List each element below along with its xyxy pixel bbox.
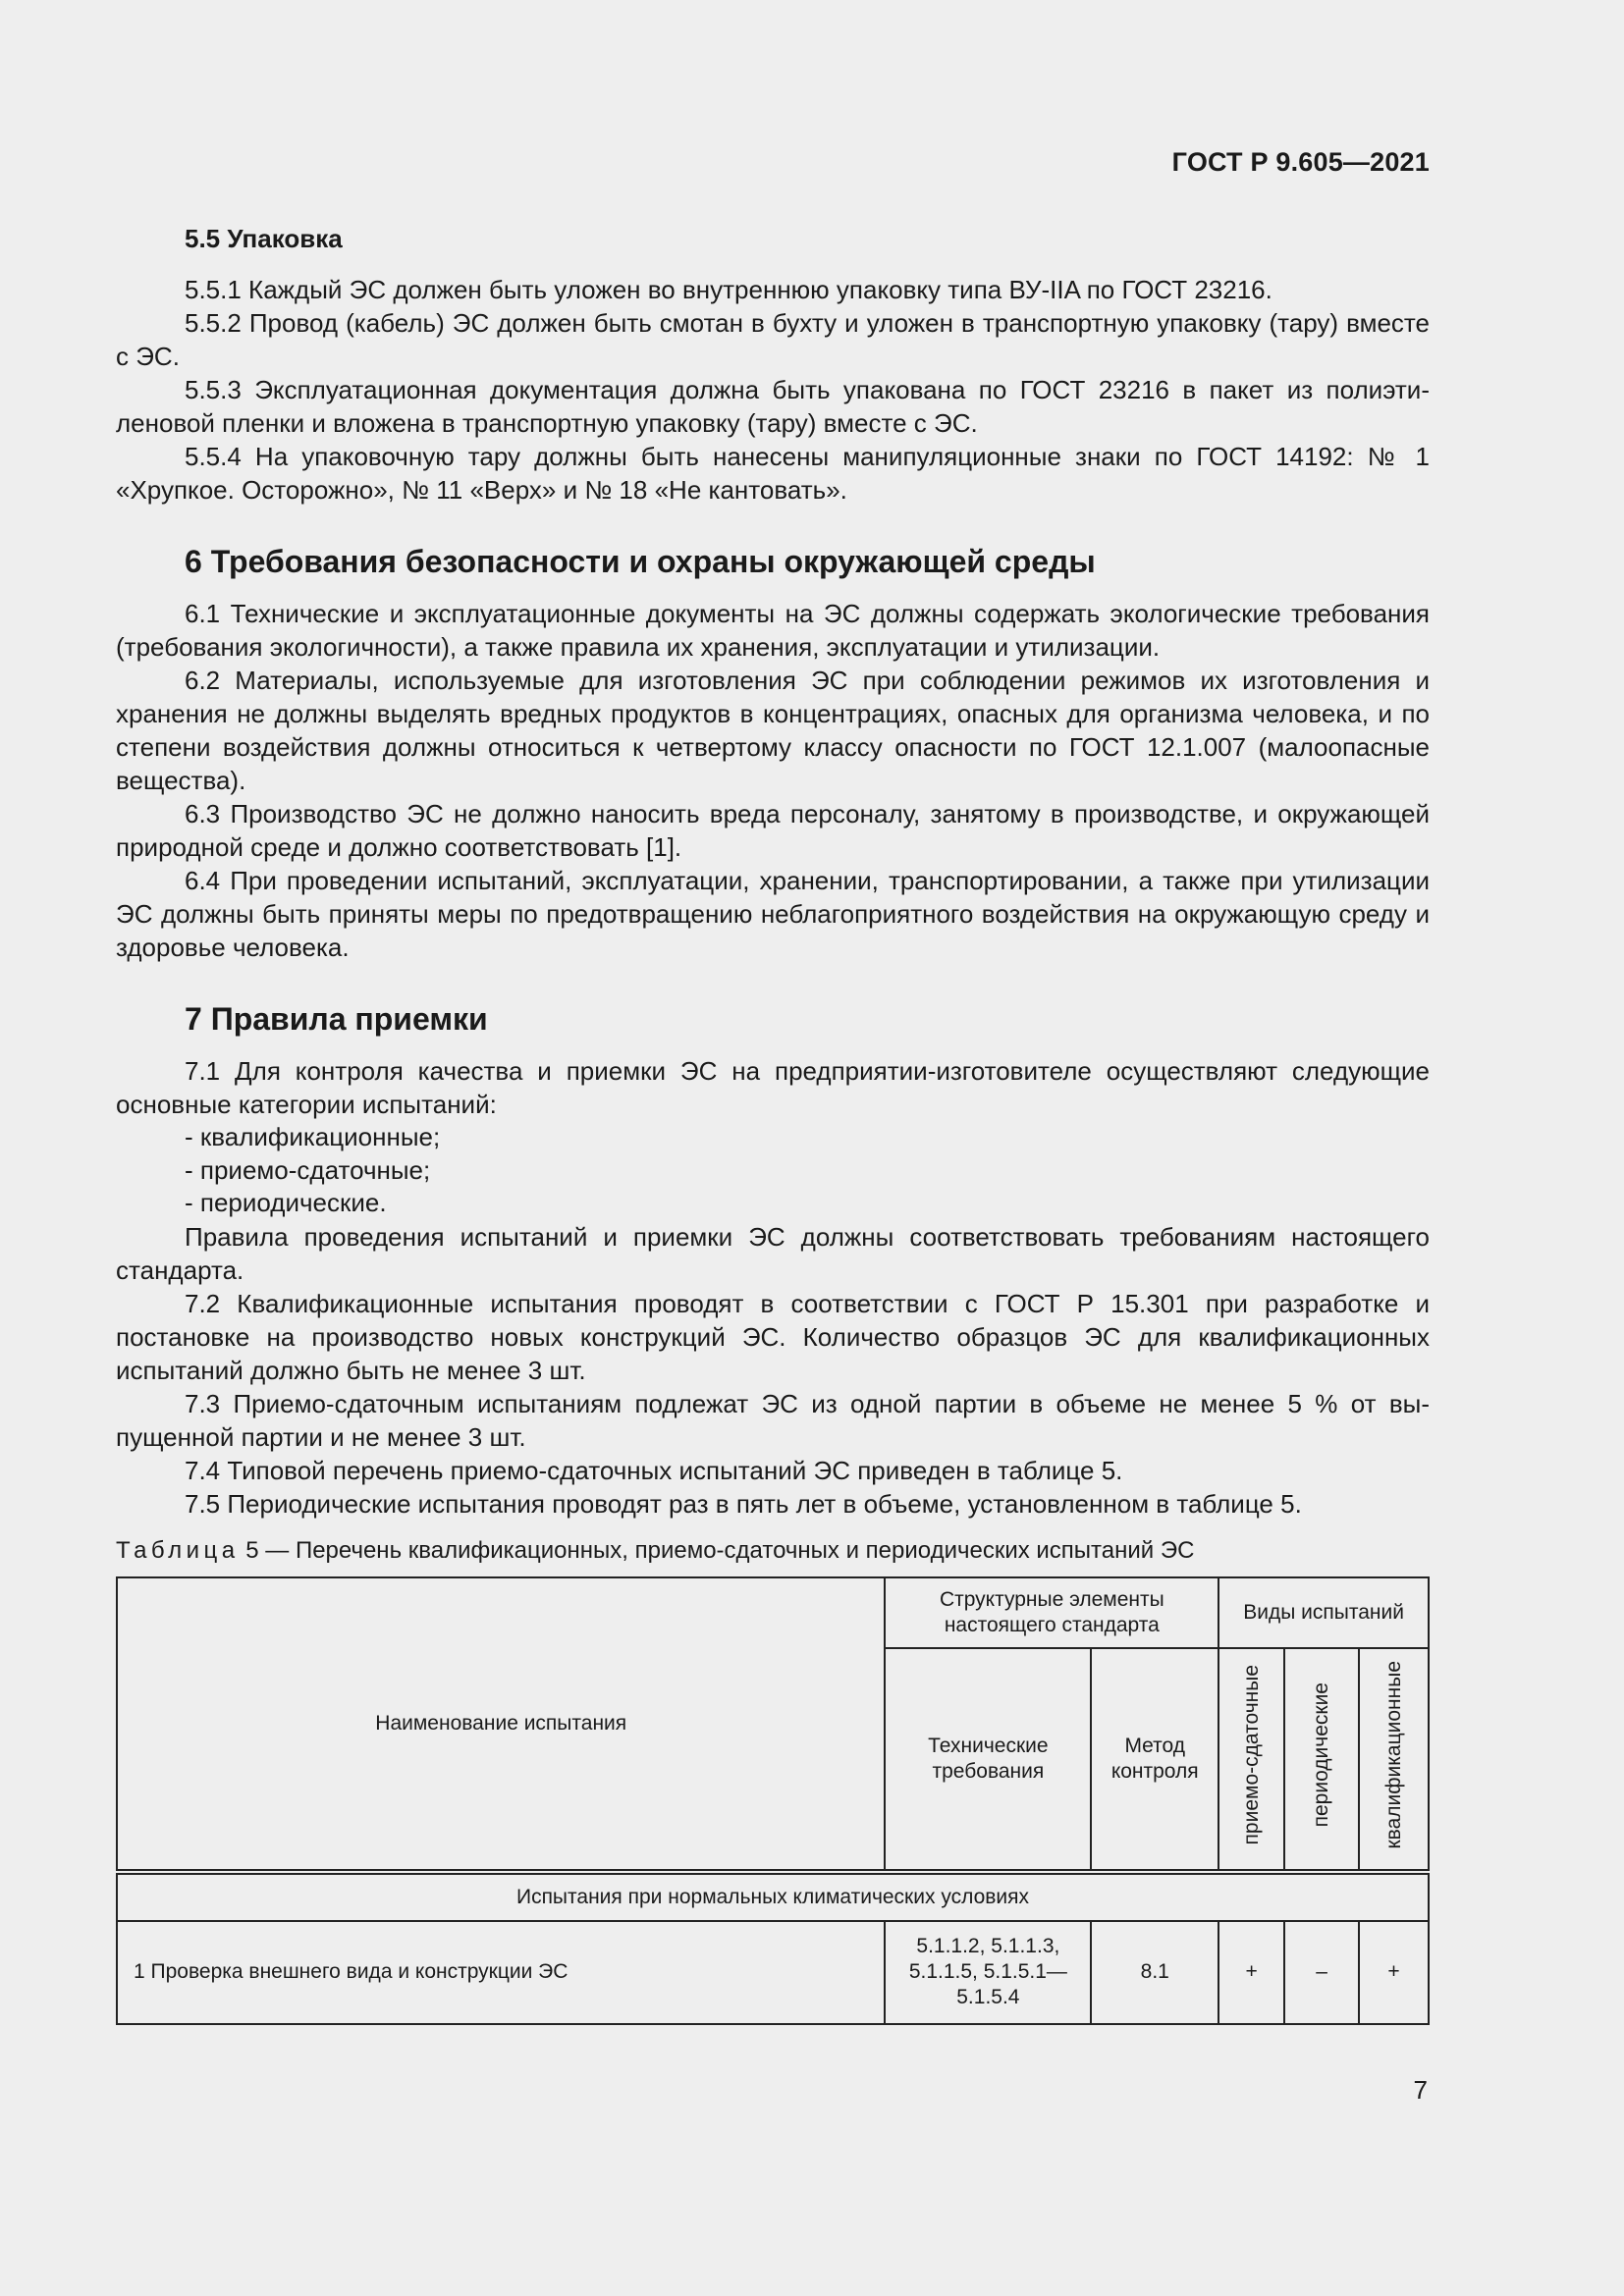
row-control-method: 8.1 bbox=[1091, 1921, 1218, 2024]
row-tech-requirements: 5.1.1.2, 5.1.1.3, 5.1.1.5, 5.1.5.1—5.1.5.4 bbox=[885, 1921, 1091, 2024]
section-6-title: 6 Требования безопасности и охраны окружающей среды bbox=[185, 544, 1096, 579]
table-group-title: Испытания при нормальных климатических условиях bbox=[117, 1872, 1429, 1921]
paragraph-5-5-1: 5.5.1 Каждый ЭС должен быть уложен во внутреннюю упаковку типа ВУ-IIA по ГОСТ 23216. bbox=[185, 275, 1272, 304]
paragraph-7-4: 7.4 Типовой перечень приемо-сдаточных испытаний ЭС приведен в таблице 5. bbox=[185, 1455, 1123, 1485]
table-caption-text: 5 — Перечень квалификационных, приемо-сдаточных и периодических испытаний ЭС bbox=[239, 1536, 1195, 1564]
header-qualification-label: квалификационные bbox=[1381, 1661, 1405, 1849]
paragraph-6-3: 6.3 Производство ЭС не должно наносить вреда персоналу, занятому в производстве, и окружающей природной среде и должно соответствовать [1]. bbox=[116, 799, 1430, 862]
header-acceptance-label: приемо-сдаточные bbox=[1239, 1665, 1263, 1845]
paragraph-5-5-4: 5.5.4 На упаковочную тару должны быть нанесены манипуляционные знаки по ГОСТ 14192: № 1 «Хрупкое. Осторожно», № 11 «Верх» и № 18 «Не кантовать». bbox=[116, 442, 1430, 505]
header-structural-elements: Структурные элементы настоящего стандарта bbox=[885, 1577, 1218, 1648]
paragraph-7-3: 7.3 Приемо-сдаточным испытаниям подлежат ЭС из одной партии в объеме не менее 5 % от выпущенной партии и не менее 3 шт. bbox=[116, 1388, 1430, 1452]
header-tech-requirements: Технические требования bbox=[885, 1648, 1091, 1872]
header-periodic-label: периодические bbox=[1310, 1682, 1333, 1828]
header-control-method: Метод контроля bbox=[1091, 1648, 1218, 1872]
row-test-name: 1 Проверка внешнего вида и конструкции ЭС bbox=[117, 1921, 885, 2024]
row-qualification-mark: + bbox=[1359, 1921, 1429, 2024]
list-item-qualification: - квалификационные; bbox=[185, 1122, 441, 1151]
paragraph-7-1: 7.1 Для контроля качества и приемки ЭС на предприятии-изготовителе осуществляют следующие основные категории испытаний: bbox=[116, 1056, 1430, 1119]
table-5-caption bbox=[116, 1536, 1430, 1566]
table-caption-label: Таблица bbox=[116, 1536, 240, 1564]
section-7-title: 7 Правила приемки bbox=[185, 1001, 488, 1037]
header-periodic bbox=[1284, 1648, 1359, 1872]
paragraph-7-5: 7.5 Периодические испытания проводят раз в пять лет в объеме, установленном в таблице 5. bbox=[185, 1488, 1302, 1519]
list-item-acceptance: - приемо-сдаточные; bbox=[185, 1154, 431, 1185]
header-acceptance bbox=[1218, 1648, 1284, 1872]
paragraph-rules: Правила проведения испытаний и приемки ЭС должны соответствовать требованиям настоящего стандарта. bbox=[116, 1221, 1430, 1285]
table-5 bbox=[116, 1576, 1430, 2025]
row-acceptance-mark: + bbox=[1218, 1921, 1284, 2024]
table-row bbox=[117, 1921, 1429, 2024]
paragraph-6-1: 6.1 Технические и эксплуатационные документы на ЭС должны содержать экологические требования (требования экологичности), а также правила их хранения, эксплуатации и утилизации. bbox=[116, 599, 1430, 662]
paragraph-7-2: 7.2 Квалификационные испытания проводят в соответствии с ГОСТ Р 15.301 при разработке и постановке на производство новых конструкций ЭС. Количество образцов ЭС для квалификационных испытаний должно быть не менее 3 шт. bbox=[116, 1288, 1430, 1385]
header-qualification bbox=[1359, 1648, 1429, 1872]
header-test-name: Наименование испытания bbox=[117, 1577, 885, 1872]
document-designation: ГОСТ Р 9.605—2021 bbox=[1171, 147, 1430, 177]
list-item-periodic: - периодические. bbox=[185, 1188, 387, 1217]
paragraph-5-5-3: 5.5.3 Эксплуатационная документация должна быть упакована по ГОСТ 23216 в пакет из полиэтиленовой пленки и вложена в транспортную упаковку (тару) вместе с ЭС. bbox=[116, 375, 1430, 438]
paragraph-6-2: 6.2 Материалы, используемые для изготовления ЭС при соблюдении режимов их изготовления и хранения не должны выделять вредных продуктов в концентрациях, опасных для организма человека, и по степени воздействия должны относиться к четвертому классу опасности по ГОСТ 12.1.007 (малоопасные вещества). bbox=[116, 666, 1430, 795]
row-periodic-mark: – bbox=[1284, 1921, 1359, 2024]
paragraph-5-5-2: 5.5.2 Провод (кабель) ЭС должен быть смотан в бухту и уложен в транспортную упаковку (тару) вместе с ЭС. bbox=[116, 308, 1430, 371]
page-number: 7 bbox=[1413, 2075, 1428, 2105]
paragraph-6-4: 6.4 При проведении испытаний, эксплуатации, хранении, транспортировании, а также при утилизации ЭС должны быть приняты меры по предотвращению неблагоприятного воздействия на окружающую среду и здоровье человека. bbox=[116, 866, 1430, 962]
page-content bbox=[116, 222, 1430, 2025]
section-5-5-title: 5.5 Упаковка bbox=[185, 224, 343, 253]
header-test-types: Виды испытаний bbox=[1218, 1577, 1429, 1648]
